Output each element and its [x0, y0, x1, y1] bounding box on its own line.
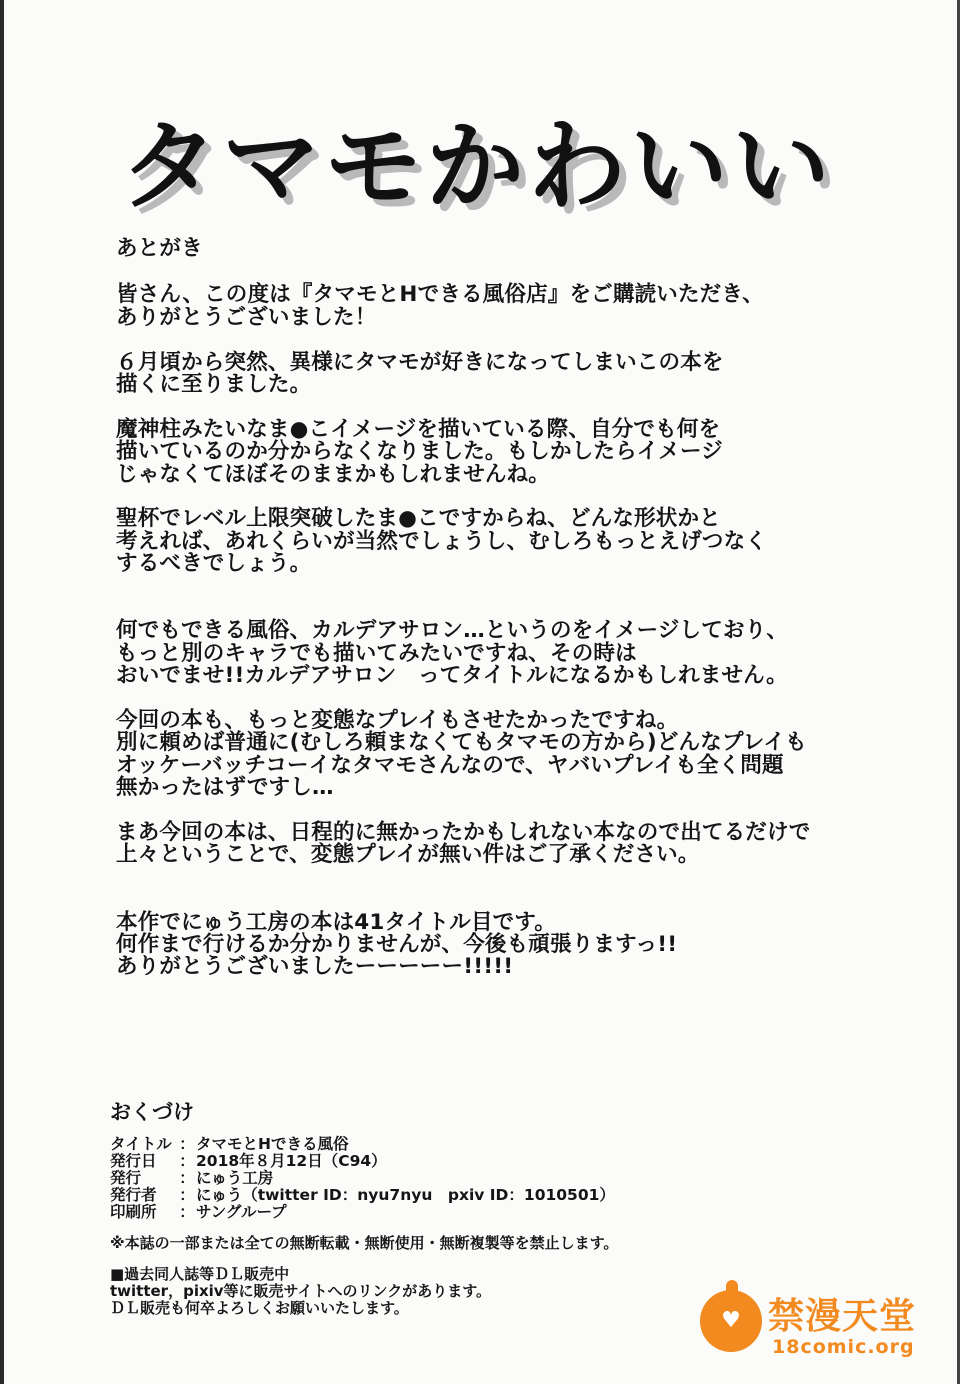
- text-line: 考えれば、あれくらいが当然でしょうし、むしろもっとえげつなく: [116, 528, 768, 554]
- colophon-key: 印刷所: [110, 1203, 157, 1221]
- text-line: もっと別のキャラでも描いてみたいですね、その時は: [116, 640, 637, 666]
- mascot-logo-icon: [700, 1290, 762, 1352]
- copyright-notice: ※本誌の一部または全ての無断転載・無断使用・無断複製等を禁止します。: [110, 1234, 619, 1252]
- text-line: オッケーバッチコーイなタマモさんなので、ヤバいプレイも全く問題: [116, 752, 784, 778]
- text-line: 皆さん、この度は『タマモとHできる風俗店』をご購読いただき、: [116, 282, 764, 308]
- colophon-row-date: [110, 1153, 760, 1170]
- text-line: 聖杯でレベル上限突破したま●こですからね、どんな形状かと: [116, 506, 721, 532]
- text-line: 何でもできる風俗、カルデアサロン…というのをイメージしており、: [116, 618, 789, 644]
- afterword-section: [116, 238, 906, 1001]
- colophon-row-printer: [110, 1204, 760, 1221]
- colophon-separator: ：: [179, 1203, 195, 1221]
- colophon-separator: ：: [179, 1186, 195, 1204]
- colophon-value: タマモとHできる風俗: [196, 1135, 349, 1153]
- sales-line: ＤＬ販売も何卒よろしくお願いいたします。: [110, 1299, 409, 1317]
- colophon-separator: ：: [179, 1169, 195, 1187]
- text-line: ありがとうございました！: [116, 304, 377, 330]
- colophon-key: 発行者: [110, 1186, 157, 1204]
- text-line: 別に頼めば普通に(むしろ頼まなくてもタマモの方から)どんなプレイも: [116, 730, 807, 756]
- text-line: 描くに至りました。: [116, 372, 312, 398]
- text-line: 描いているのか分からなくなりました。もしかしたらイメージ: [116, 439, 723, 465]
- text-line: ６月頃から突然、異様にタマモが好きになってしまいこの本を: [116, 349, 724, 375]
- text-line: まあ今回の本は、日程的に無かったかもしれない本なので出てるだけで: [116, 820, 811, 846]
- afterword-paragraph: [116, 909, 906, 980]
- colophon-separator: ：: [179, 1135, 195, 1153]
- watermark-name: 禁漫天堂: [768, 1296, 917, 1337]
- colophon-key: 発行: [110, 1169, 142, 1187]
- afterword-paragraph: [116, 349, 906, 398]
- afterword-paragraph: [116, 284, 906, 329]
- colophon-value: にゅう（twitter ID：nyu7nyu pxiv ID：1010501）: [196, 1186, 615, 1204]
- text-line: 無かったはずですし…: [116, 775, 334, 801]
- text-line: ありがとうございましたーーーーー!!!!!: [116, 954, 514, 980]
- colophon-row-title: [110, 1136, 760, 1153]
- afterword-paragraph: [116, 416, 906, 487]
- afterword-paragraph: [116, 508, 906, 575]
- colophon-heading: おくづけ: [110, 1100, 194, 1124]
- watermark-url: 18comic.org: [772, 1336, 915, 1358]
- site-watermark: [700, 1282, 920, 1378]
- colophon-key: 発行日: [110, 1152, 157, 1170]
- sales-line: ■過去同人誌等ＤＬ販売中: [110, 1265, 290, 1283]
- colophon-key: タイトル: [110, 1135, 172, 1153]
- text-line: じゃなくてほぼそのままかもしれませんね。: [116, 461, 551, 487]
- text-line: 何作まで行けるか分かりませんが、今後も頑張りますっ!!: [116, 932, 678, 958]
- text-line: 今回の本も、もっと変態なプレイもさせたかったですね。: [116, 708, 679, 734]
- text-line: するべきでしょう。: [116, 551, 312, 577]
- colophon-section: [110, 1096, 760, 1317]
- afterword-paragraph: [116, 710, 906, 800]
- text-line: 魔神柱みたいなま●こイメージを描いている際、自分でも何を: [116, 416, 721, 442]
- text-line: 本作でにゅう工房の本は41タイトル目です。: [116, 909, 557, 935]
- text-line: 上々ということで、変態プレイが無い件はご了承ください。: [116, 842, 700, 868]
- text-line: おいでませ!!カルデアサロン ってタイトルになるかもしれません。: [116, 663, 788, 689]
- page-title: タマモかわいい: [120, 110, 835, 224]
- colophon-row-issuer: [110, 1187, 760, 1204]
- heart-icon: ♥: [721, 1308, 741, 1333]
- colophon-value: サングループ: [196, 1203, 287, 1221]
- sales-info: [110, 1266, 760, 1317]
- colophon-value: 2018年８月12日（C94）: [196, 1152, 387, 1170]
- afterword-paragraph: [116, 822, 906, 867]
- sales-line: twitter，pixiv等に販売サイトへのリンクがあります。: [110, 1282, 492, 1300]
- colophon-value: にゅう工房: [196, 1169, 274, 1187]
- colophon-row-publisher: [110, 1170, 760, 1187]
- colophon-table: [110, 1136, 760, 1221]
- colophon-separator: ：: [179, 1152, 195, 1170]
- afterword-heading: あとがき: [116, 236, 203, 261]
- sprout-icon: [726, 1280, 738, 1294]
- afterword-paragraph: [116, 620, 906, 687]
